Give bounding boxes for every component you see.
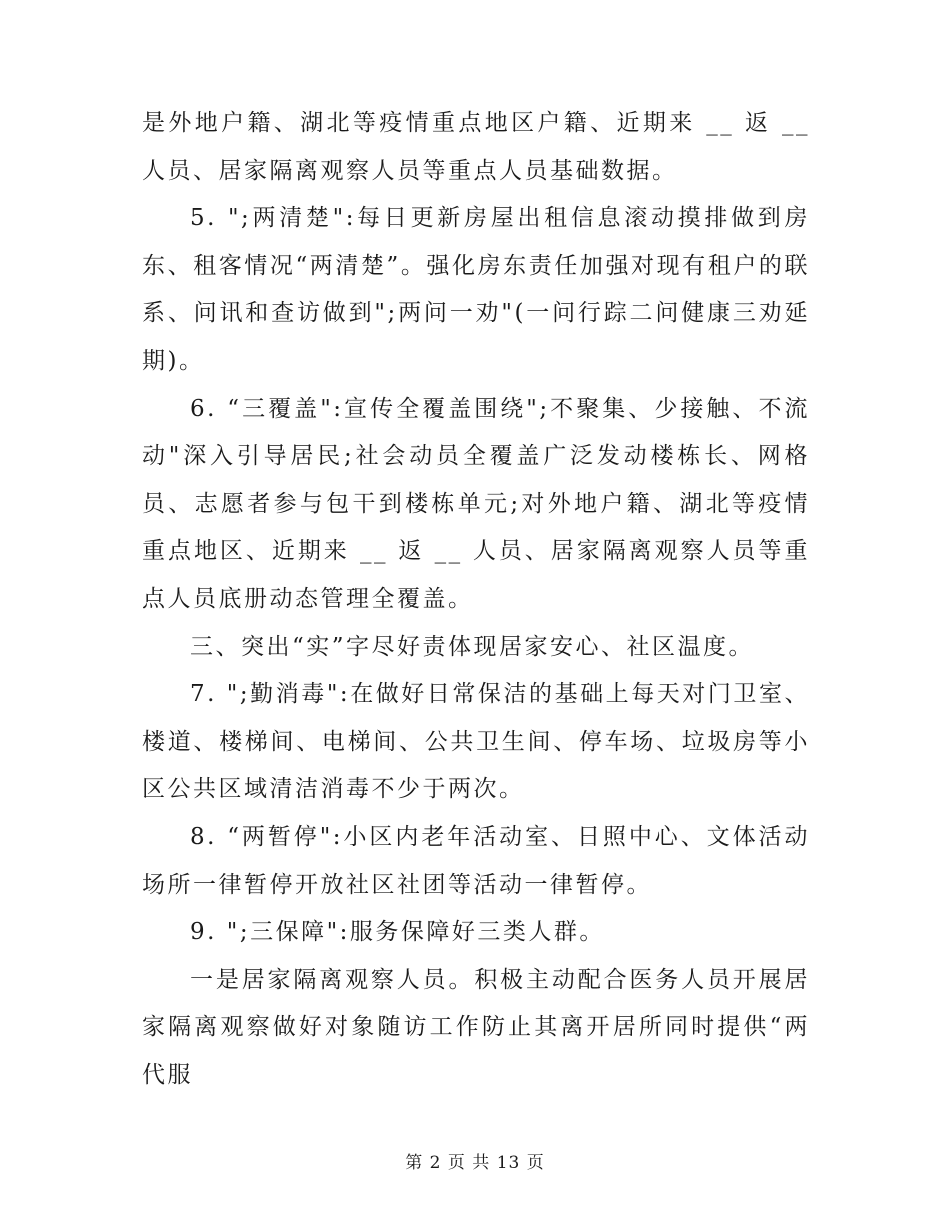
paragraph-continuation: 是外地户籍、湖北等疫情重点地区户籍、近期来 __ 返 __ 人员、居家隔离观察人员等重点人员基础数据。 xyxy=(142,110,810,184)
paragraph-item-5: 5. ";两清楚":每日更新房屋出租信息滚动摸排做到房东、租客情况“两清楚”。强化房东责任加强对现有租户的联系、问讯和查访做到";两问一劝"(一问行踪二问健康三劝延期)。 xyxy=(142,205,810,374)
paragraph-item-7: 7. ";勤消毒":在做好日常保洁的基础上每天对门卫室、楼道、楼梯间、电梯间、公共卫生间、停车场、垃圾房等小区公共区域清洁消毒不少于两次。 xyxy=(142,681,810,803)
paragraph-item-9: 9. ";三保障":服务保障好三类人群。 xyxy=(190,919,605,946)
section-heading-3: 三、突出“实”字尽好责体现居家安心、社区温度。 xyxy=(190,633,755,660)
paragraph-item-6: 6. “三覆盖":宣传全覆盖围绕";不聚集、少接触、不流动"深入引导居民;社会动员全覆盖广泛发动楼栋长、网格员、志愿者参与包干到楼栋单元;对外地户籍、湖北等疫情重点地区、近期来 __ 返 __ 人员、居家隔离观察人员等重点人员底册动态管理全覆盖。 xyxy=(142,395,810,612)
paragraph-item-8: 8. “两暂停":小区内老年活动室、日照中心、文体活动场所一律暂停开放社区社团等活动一律暂停。 xyxy=(142,823,810,898)
document-body xyxy=(142,100,810,1099)
page-number-footer: 第 2 页 共 13 页 xyxy=(405,1153,545,1173)
paragraph-group-1: 一是居家隔离观察人员。积极主动配合医务人员开展居家隔离观察做好对象随访工作防止其离开居所同时提供“两代服 xyxy=(142,966,810,1088)
